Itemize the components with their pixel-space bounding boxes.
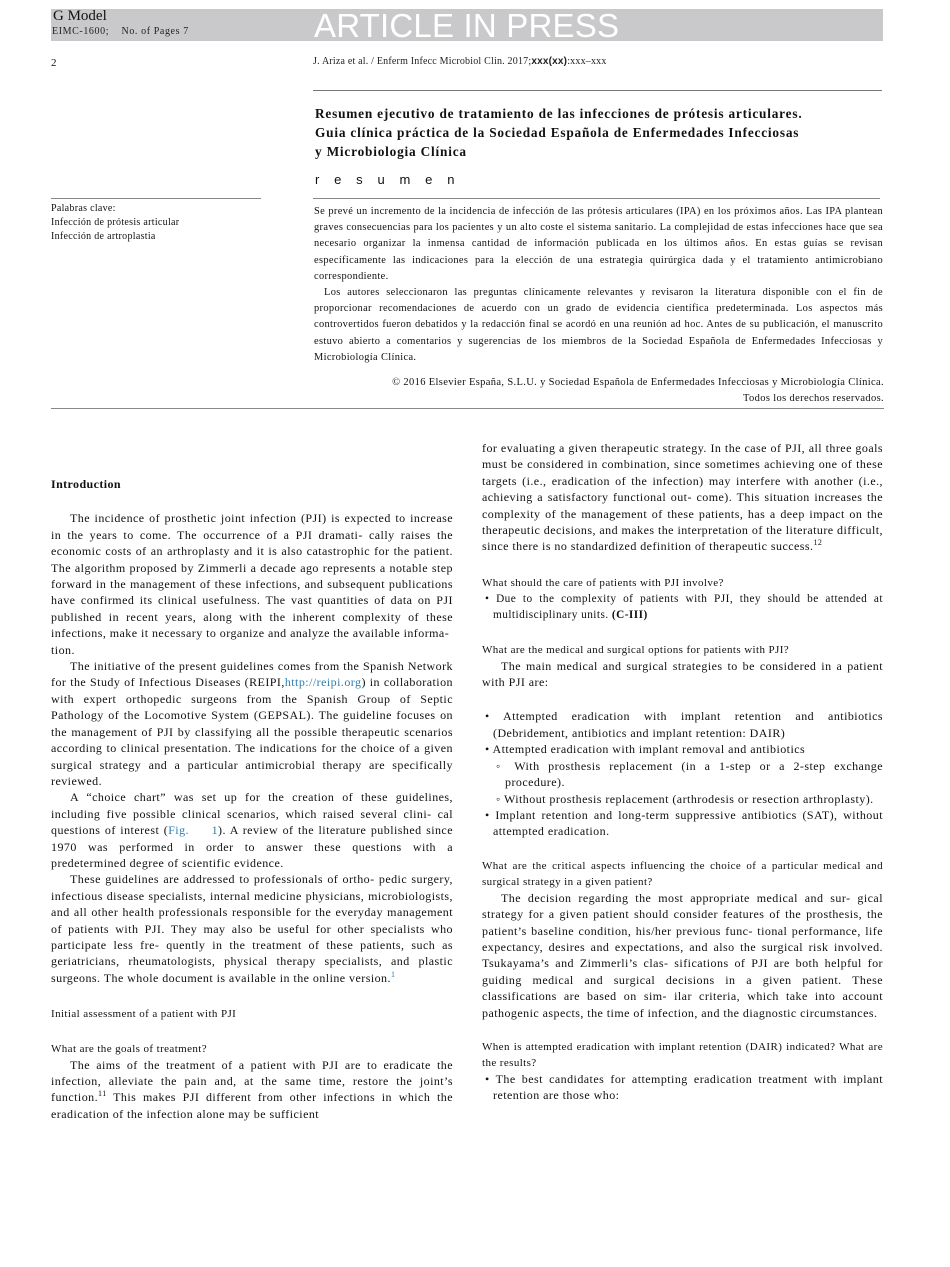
reference-superscript: 11 <box>98 1089 107 1099</box>
reference-link[interactable]: 1 <box>390 969 396 979</box>
question-heading: What are the goals of treatment? <box>51 1042 208 1055</box>
bullet-item: • Attempted eradication with implant retention and antibiotics (Debridement, antibiotics and implant retention: DAIR) <box>485 709 883 740</box>
abstract-paragraph: Se prevé un incremento de la incidencia de infección de las prótesis articulares (IPA) en los próximos años. Las IPA plantean graves consecuencias para los pacientes y un alto coste el sistema sanitario. La complejidad de estas infecciones hace que sea necesario organizar la inmensa cantidad de información publicada en los últimos años. En estas guías se revisan específicamente las indicaciones para la elección de una estrategia quirúrgica dada y el tratamiento antimicrobiano correspondiente. <box>314 206 883 282</box>
question-heading: When is attempted eradication with implant retention (DAIR) indicated? What are the results? <box>482 1040 883 1069</box>
keyword: Infección de prótesis articular <box>51 217 180 228</box>
spanish-title: Resumen ejecutivo de tratamiento de las infecciones de prótesis articulares. Guia clínica práctica de la Sociedad Española de Enfermedades Infecciosas y Microbiologia Clínica <box>315 106 803 159</box>
section-heading-initial-assessment: Initial assessment of a patient with PJI <box>51 1008 237 1021</box>
body-paragraph: for evaluating a given therapeutic strategy. In the case of PJI, all three goals must be considered in combination, since sometimes achieving one of these targets (i.e., eradication of the infection) may interfere with another (i.e., achieving a satisfactory functional out- come). This situation increases the complexity of the management of these patients, has a deep impact on the therapeutic decisions, and makes the interpretation of the literature difficult, since there is no standardized definition of therapeutic success.$^{12}$ <box>482 441 883 554</box>
front-matter-rule <box>51 408 884 409</box>
keywords-rule <box>51 198 261 199</box>
resumen-heading: r e s u m e n <box>315 172 461 187</box>
copyright-notice: © 2016 Elsevier España, S.L.U. y Sociedad Española de Enfermedades Infecciosas y Microbiología Clínica. Todos los derechos reservados. <box>392 377 884 404</box>
spanish-abstract <box>314 204 883 366</box>
body-paragraph: The aims of the treatment of a patient with PJI are to eradicate the infection, alleviate the pain and, at the same time, restore the joint’s function.$^{11}$ This makes PJI different from other infections in which the eradication of the infection alone may be sufficient <box>51 1057 453 1121</box>
sub-bullet-item: ◦ With prosthesis replacement (in a 1-step or a 2-step exchange procedure). <box>496 758 883 790</box>
bullet-item: • The best candidates for attempting eradication treatment with implant retention are those who: <box>485 1071 883 1103</box>
evidence-grade: (C-III) <box>611 609 648 622</box>
sub-bullet-item: ◦ Without prosthesis replacement (arthrodesis or resection arthroplasty). <box>496 791 874 806</box>
g-model-label: G Model <box>53 8 107 24</box>
article-in-press-text: ARTICLE IN PRESS <box>314 7 620 44</box>
question-heading: What should the care of patients with PJI involve? <box>482 576 724 589</box>
bullet-item: • Attempted eradication with implant removal and antibiotics <box>485 742 806 757</box>
running-head-volume: xxx(xx) <box>531 56 568 67</box>
reference-superscript: 12 <box>813 538 823 548</box>
right-column <box>482 440 883 1104</box>
body-paragraph: These guidelines are addressed to professionals of ortho- pedic surgery, infectious disease specialists, internal medicine physicians, microbiologists, and all other health professionals responsible for the everyday management of patients with PJI. They may also be useful for other specialists who participate less fre- quently in the treatment of these patients, such as geriatricians, rheumatologists, physical therapy specialists, and plastic surgeons. The whole document is available in the online version.$^1$ <box>51 872 453 985</box>
reipi-link[interactable]: http://reipi.org <box>284 675 362 690</box>
running-head: J. Ariza et al. / Enferm Infecc Microbiol Clin. 2017;xxx(xx):xxx–xxx <box>313 56 607 67</box>
manuscript-code: EIMC-1600; No. of Pages 7 <box>52 26 189 37</box>
title-rule <box>313 90 882 91</box>
body-paragraph: The decision regarding the most appropriate medical and sur- gical strategy for a given patient should consider features of the prosthesis, the patient’s baseline condition, his/her previous func- tional performance, life expectancy, desires and expectations, and also the surgical risk involved. Tsukayama’s and Zimmerli’s clas- sifications of PJI are both helpful for guiding medical and surgical decisions in a given patient. These classifications are based on sim- ilar criteria, which take into account pathogenic aspects, the time of infection, and the diagnostic circumstances. <box>482 890 883 1020</box>
body-paragraph-tail: tion. <box>51 642 75 657</box>
page-number: 2 <box>51 57 57 69</box>
abstract-paragraph: Los autores seleccionaron las preguntas clínicamente relevantes y revisaron la literatura disponible con el fin de proporcionar recomendaciones de acuerdo con un grado de evidencia científica predeterminada. Los aspectos más controvertidos fueron debatidos y la redacción final se acordó en una reunión ad hoc. Antes de su publicación, el manuscrito estuvo abierto a comentarios y sugerencias de los miembros de la Sociedad Española de Enfermedades Infecciosas y Microbiología Clínica. <box>314 287 883 363</box>
bullet-item: • Due to the complexity of patients with PJI, they should be attended at multidisciplinary units. (C-III) <box>485 592 883 622</box>
keywords-block <box>51 202 179 244</box>
section-heading-introduction: Introduction <box>51 477 121 491</box>
question-heading: What are the medical and surgical options for patients with PJI? <box>482 643 790 656</box>
question-heading: What are the critical aspects influencing the choice of a particular medical and surgical strategy in a given patient? <box>482 859 883 888</box>
body-paragraph: The main medical and surgical strategies to be considered in a patient with PJI are: <box>482 658 883 690</box>
bullet-item: • Implant retention and long-term suppressive antibiotics (SAT), without attempted eradication. <box>485 807 883 839</box>
resumen-rule <box>313 198 880 199</box>
figure-1-link[interactable]: Fig. 1 <box>168 823 219 838</box>
keywords-label: Palabras clave: <box>51 203 116 214</box>
body-paragraph: The incidence of prosthetic joint infection (PJI) is expected to increase in the years to come. The occurrence of a PJI dramati- cally raises the economic costs of an arthroplasty and it is also catastrophic for the patient. The algorithm proposed by Zimmerli a decade ago represents a notable step forward in the management of these infections, and subsequent publications have confirmed its clinical usefulness. The vast quantities of data on PJI published in recent years, along with the inherent complexity of these infections, make it necessary to organize and analyze the available informa- <box>51 511 453 641</box>
body-paragraph: A “choice chart” was set up for the creation of these guidelines, including five possible clinical scenarios, which raised several clini- cal questions of interest (Fig. 1). A review of the literature published since 1970 was performed in order to answer these questions with a predetermined degree of scientific evidence. <box>51 790 453 870</box>
body-paragraph: The initiative of the present guidelines comes from the Spanish Network for the Study of Infectious Diseases (REIPI,http://reipi.org) in collaboration with expert orthopedic surgeons from the Spanish Group of Septic Pathology of the Locomotive System (GEPSAL). The guideline focuses on the management of PJI by classifying all the possible therapeutic scenarios according to clinical presentation. The indications for the choice of a given surgical strategy and a particular antimicrobial therapy are specifically reviewed. <box>51 659 453 788</box>
left-column <box>51 476 453 1122</box>
keyword: Infección de artroplastia <box>51 231 156 242</box>
